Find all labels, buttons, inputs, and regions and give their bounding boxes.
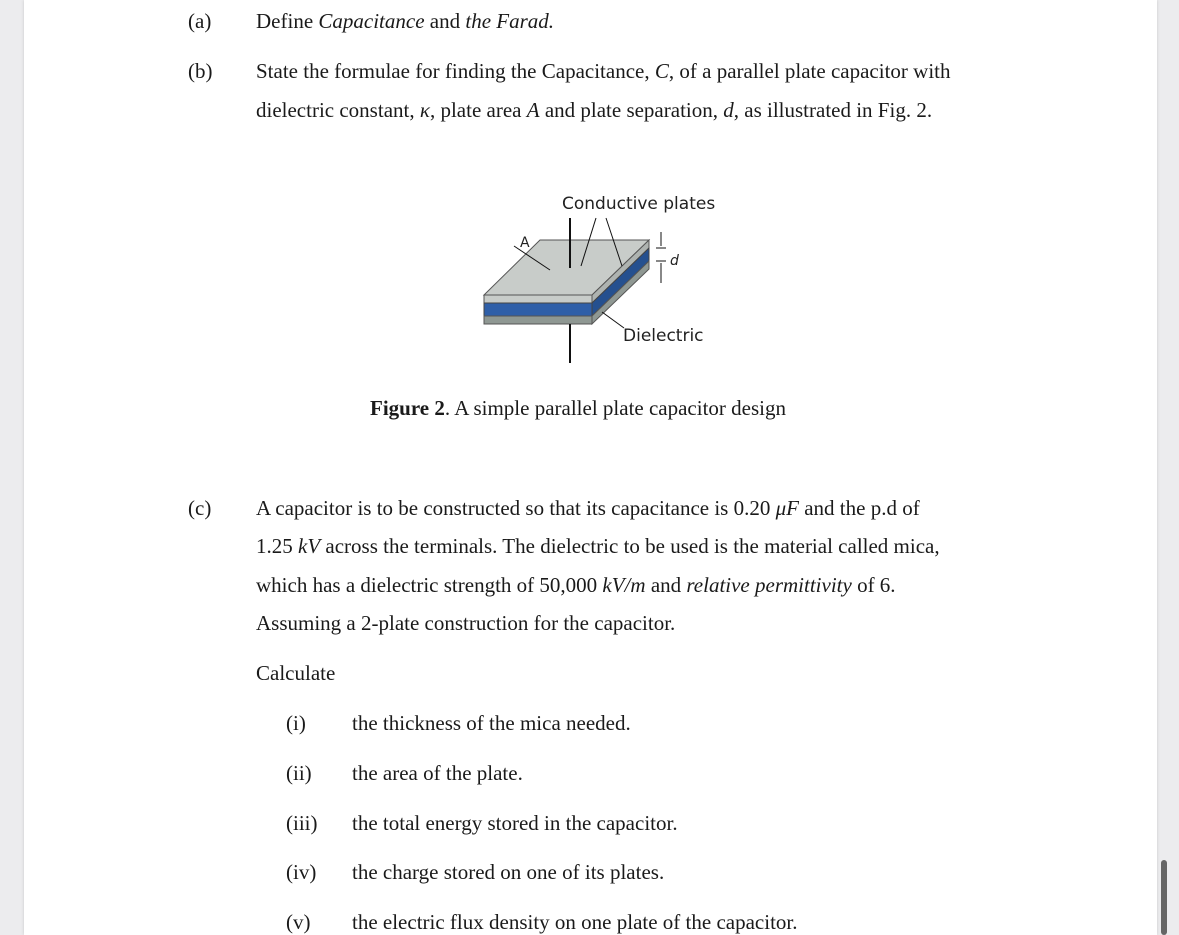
- label-conductive-plates: Conductive plates: [562, 194, 716, 214]
- item-b-label: (b): [188, 59, 213, 83]
- label-separation: d: [670, 253, 679, 269]
- item-c-line-3: which has a dielectric strength of 50,000 kV/m and relative permittivity of 6.: [256, 573, 896, 597]
- top-plate-front: [484, 295, 592, 303]
- item-a-text: Define Capacitance and the Farad.: [256, 9, 555, 33]
- dielectric-front: [484, 303, 592, 316]
- item-c-line-2: 1.25 kV across the terminals. The dielectric to be used is the material called mica,: [256, 534, 940, 558]
- label-area: A: [520, 235, 530, 251]
- dielectric-pointer: [602, 312, 624, 328]
- item-c-line-4: Assuming a 2-plate construction for the capacitor.: [256, 611, 676, 635]
- part-iii-label: (iii): [286, 811, 318, 835]
- capacitor-diagram: [474, 188, 734, 368]
- document-page: [24, 0, 1157, 935]
- part-i-text: the thickness of the mica needed.: [352, 711, 631, 735]
- item-b-line-1: State the formulae for finding the Capacitance, C, of a parallel plate capacitor with: [256, 59, 951, 83]
- item-a-label: (a): [188, 9, 212, 33]
- part-v-label: (v): [286, 910, 311, 934]
- part-ii-label: (ii): [286, 761, 312, 785]
- part-i-label: (i): [286, 711, 306, 735]
- bottom-plate-front: [484, 316, 592, 324]
- item-c-line-1: A capacitor is to be constructed so that its capacitance is 0.20 μF and the p.d of: [256, 496, 920, 520]
- term-farad: the Farad.: [465, 9, 555, 33]
- term-capacitance: Capacitance: [318, 9, 425, 33]
- vertical-scrollbar[interactable]: [1161, 860, 1167, 935]
- part-v-text: the electric flux density on one plate of the capacitor.: [352, 910, 798, 934]
- figure-caption: Figure 2. A simple parallel plate capacitor design: [370, 396, 786, 420]
- part-ii-text: the area of the plate.: [352, 761, 523, 785]
- item-c-label: (c): [188, 496, 212, 520]
- part-iv-text: the charge stored on one of its plates.: [352, 860, 665, 884]
- part-iii-text: the total energy stored in the capacitor.: [352, 811, 678, 835]
- part-iv-label: (iv): [286, 860, 317, 884]
- item-b-line-2: dielectric constant, κ, plate area A and plate separation, d, as illustrated in Fig. 2.: [256, 98, 933, 122]
- calculate-heading: Calculate: [256, 661, 336, 685]
- label-dielectric: Dielectric: [623, 326, 704, 346]
